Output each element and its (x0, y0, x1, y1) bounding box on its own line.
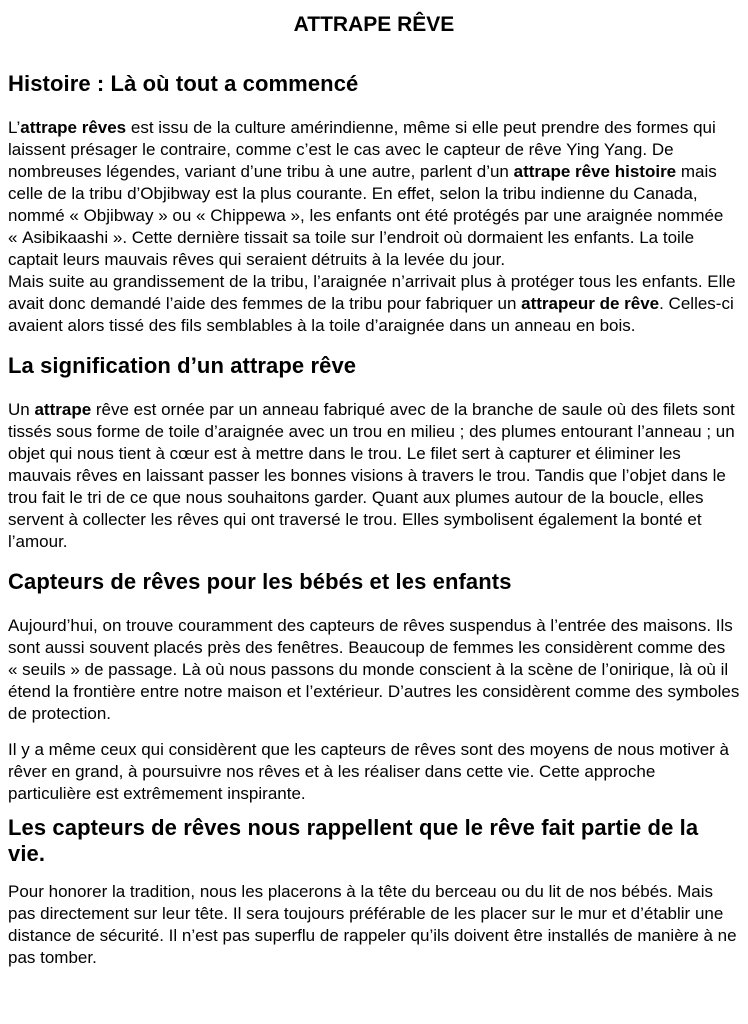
nowrap-group (498, 294, 660, 313)
text-segment: Pour honorer la tradition, nous les placerons à la tête du berceau ou du lit de nos bébés. Mais pas directement sur leur tête. Il sera toujours préférable de les placer sur le mur et d’établir une distance de sécurité. Il n’est pas superflu de rappeler qu’ils doivent être installés de manière à ne pas tomber. (8, 882, 737, 967)
text-segment: L’ (8, 118, 21, 137)
nowrap-group (477, 162, 676, 181)
text-segment: est issu de la culture amérindienne, même si elle peut prendre des formes qui laissent présager le contraire, comme c’est le cas avec le capteur de rêve Ying Yang. De nombreuses légendes, variant d’une tribu à une autre, parlent (8, 118, 716, 181)
text-segment-bold: attrape rêve histoire (513, 162, 677, 181)
section-heading-histoire: Histoire : Là où tout a commencé (8, 71, 359, 96)
section-heading-rappel-vie: Les capteurs de rêves nous rappellent que le rêve fait partie de la vie. (8, 815, 699, 866)
text-segment-bold: attrape rêves (20, 118, 127, 137)
signification-paragraph (8, 399, 740, 553)
text-segment: Un (8, 400, 35, 419)
text-segment: Il y a même ceux qui considèrent que les capteurs de rêves sont des moyens de nous motiver à rêver en grand, à poursuivre nos rêves et à les réaliser dans cette vie. Cette approche particulière est extrêmement inspirante. (8, 740, 729, 803)
text-segment-bold: attrapeur de rêve (521, 294, 660, 313)
text-segment: Aujourd’hui, on trouve couramment des capteurs de rêves suspendus à l’entrée des maisons. Ils sont aussi souvent placés près des fenêtres. Beaucoup de femmes les considèrent comme des « seuils » de passage. Là où nous passons du monde conscient à la scène de l’onirique, là où il étend la frontière entre notre maison et l’extérieur. D’autres les considèrent comme des symboles de protection. (8, 616, 740, 723)
text-segment: rêve est ornée par un anneau fabriqué avec de la branche de saule où des filets sont tissés sous forme de toile d’araignée avec un trou en milieu ; des plumes entourant l’anneau ; un objet qui nous tient à cœur est à mettre dans le trou. Le filet sert à capturer et éliminer les mauvais rêves en laissant passer les bonnes visions à travers le trou. Tandis que l’objet dans le trou fait le tri de ce que nous souhaitons garder. Quant aux plumes autour de la boucle, elles servent à collecter les rêves qui ont traversé le trou. Elles symbolisent également la bonté et l’amour. (8, 400, 735, 551)
page-title: ATTRAPE RÊVE (293, 13, 455, 36)
section-heading-signification: La signification d’un attrape rêve (8, 353, 357, 378)
capteurs-paragraph-2 (8, 739, 740, 805)
text-segment: Mais suite au grandissement de la tribu, l’araignée n’arrivait plus à protéger tous les enfants. Elle avait donc demandé l’aide des femmes de la tribu pour fabriquer (8, 272, 736, 313)
history-paragraph (8, 117, 740, 337)
text-segment: mais celle de la tribu d’Objibway est la plus courante. En effet, selon la tribu indienne du Canada, nommé « Objibway » ou « Chippewa », les enfants ont été protégés par une araignée nommée « Asibikaashi ». Cette dernière tissait sa toile sur l’endroit où dormaient les enfants. La toile captait leurs mauvais rêves qui seraient détruits à la levée du jour. (8, 162, 724, 269)
text-segment: un (497, 294, 522, 313)
text-segment: d’un (476, 162, 514, 181)
tradition-paragraph (8, 881, 740, 969)
text-segment: . Celles-ci avaient alors tissé des fils semblables à la toile d’araignée dans un anneau en bois. (8, 294, 734, 335)
section-heading-capteurs-bebes: Capteurs de rêves pour les bébés et les enfants (8, 569, 512, 594)
text-segment-bold: attrape (34, 400, 92, 419)
capteurs-paragraph-1 (8, 615, 740, 725)
